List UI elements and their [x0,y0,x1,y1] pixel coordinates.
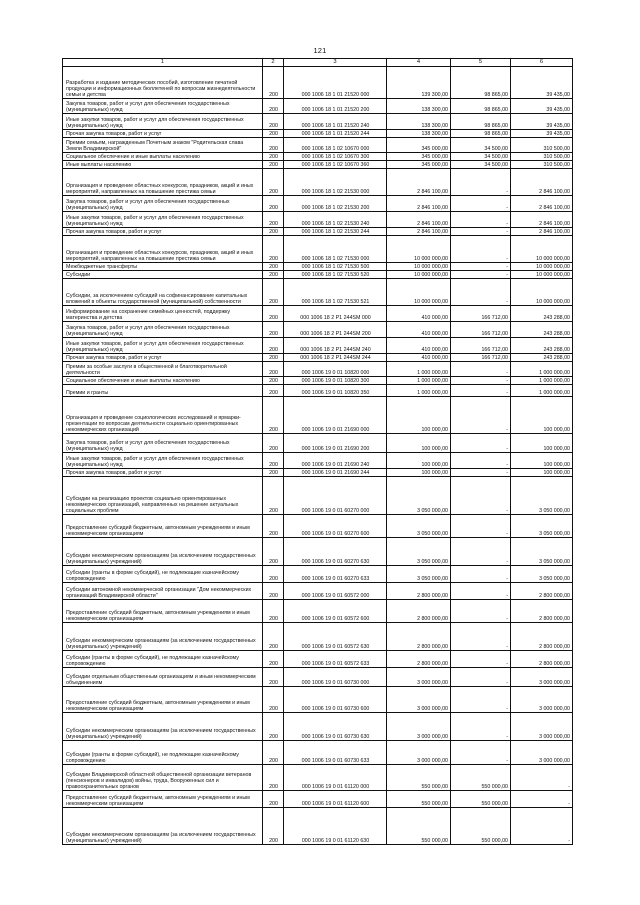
row-description: Субсидии [63,271,263,279]
row-unexecuted-amount: 1 000 000,00 [511,385,573,397]
row-approved-amount: 3 050 000,00 [387,538,451,566]
row-executed-amount: - [451,668,511,687]
row-executed-amount: - [451,566,511,583]
row-budget-classification-code: 000 1006 19 0 01 21690 000 [284,397,387,434]
row-description: Субсидии (гранты в форме субсидий), не подлежащие казначейскому сопровождению [63,651,263,668]
table-row [63,434,573,453]
row-approved-amount: 1 000 000,00 [387,377,451,385]
row-executed-amount: 34 500,00 [451,161,511,169]
row-approved-amount: 139 300,00 [387,67,451,99]
row-unexecuted-amount: 2 846 100,00 [511,196,573,212]
row-description: Прочая закупка товаров, работ и услуг [63,354,263,362]
row-line-code: 200 [263,741,284,765]
row-unexecuted-amount: 3 050 000,00 [511,477,573,515]
row-description: Премии за особые заслуги в общественной и благотворительной деятельности [63,362,263,377]
row-executed-amount: - [451,397,511,434]
row-budget-classification-code: 000 1006 18 1 02 71530 500 [284,263,387,271]
table-row [63,67,573,99]
row-line-code: 200 [263,515,284,538]
row-budget-classification-code: 000 1006 19 0 01 10820 000 [284,362,387,377]
row-line-code: 200 [263,228,284,236]
row-line-code: 200 [263,362,284,377]
table-row [63,130,573,138]
row-unexecuted-amount: - [511,765,573,791]
row-executed-amount: - [451,236,511,263]
row-line-code: 200 [263,279,284,306]
row-line-code: 200 [263,651,284,668]
table-row [63,236,573,263]
row-executed-amount: - [451,279,511,306]
row-description: Прочая закупка товаров, работ и услуг [63,130,263,138]
table-row [63,271,573,279]
row-unexecuted-amount: 3 000 000,00 [511,741,573,765]
row-description: Закупка товаров, работ и услуг для обеспечения государственных (муниципальных) нужд [63,196,263,212]
row-approved-amount: 3 000 000,00 [387,668,451,687]
row-unexecuted-amount: - [511,808,573,845]
table-row [63,322,573,338]
row-approved-amount: 138 300,00 [387,114,451,130]
row-budget-classification-code: 000 1006 19 0 01 21690 244 [284,469,387,477]
row-line-code: 200 [263,469,284,477]
row-budget-classification-code: 000 1006 19 0 01 10820 350 [284,385,387,397]
row-approved-amount: 410 000,00 [387,354,451,362]
row-executed-amount: - [451,377,511,385]
row-approved-amount: 1 000 000,00 [387,362,451,377]
row-budget-classification-code: 000 1006 19 0 01 61120 600 [284,791,387,808]
row-description: Разработка и издание методических пособий, изготовление печатной продукции и информационных бюллетеней по вопросам жизнедеятельности семьи и детства [63,67,263,99]
row-executed-amount: - [451,362,511,377]
row-budget-classification-code: 000 1006 19 0 01 60270 630 [284,538,387,566]
row-budget-classification-code: 000 1006 18 1 02 10670 300 [284,153,387,161]
row-executed-amount: - [451,453,511,469]
row-description: Премии семьям, награжденным Почетным знаком "Родительская слава Земли Владимирской" [63,138,263,153]
table-row [63,515,573,538]
row-budget-classification-code: 000 1006 18 1 01 21520 244 [284,130,387,138]
row-description: Предоставление субсидий бюджетным, автономным учреждениям и иным некоммерческим организациям [63,600,263,623]
row-executed-amount: - [451,515,511,538]
row-executed-amount: - [451,271,511,279]
row-description: Субсидии некоммерческим организациям (за исключением государственных (муниципальных) учреждений) [63,713,263,741]
row-approved-amount: 100 000,00 [387,397,451,434]
row-line-code: 200 [263,338,284,354]
row-approved-amount: 550 000,00 [387,765,451,791]
table-row [63,713,573,741]
row-description: Субсидии (гранты в форме субсидий), не подлежащие казначейскому сопровождению [63,741,263,765]
row-approved-amount: 138 300,00 [387,130,451,138]
row-approved-amount: 2 846 100,00 [387,169,451,196]
row-line-code: 200 [263,765,284,791]
table-row [63,397,573,434]
row-unexecuted-amount: 2 800 000,00 [511,583,573,600]
row-budget-classification-code: 000 1006 18 1 01 21520 000 [284,67,387,99]
row-budget-classification-code: 000 1006 19 0 01 60572 600 [284,600,387,623]
row-description: Субсидии (гранты в форме субсидий), не подлежащие казначейскому сопровождению [63,566,263,583]
row-budget-classification-code: 000 1006 18 1 02 71530 000 [284,236,387,263]
row-unexecuted-amount: 10 000 000,00 [511,279,573,306]
row-approved-amount: 3 000 000,00 [387,687,451,713]
row-description: Организация и проведение областных конкурсов, праздников, акций и иных мероприятий, направленных на повышение престижа семьи [63,236,263,263]
row-executed-amount: - [451,741,511,765]
row-approved-amount: 550 000,00 [387,791,451,808]
row-budget-classification-code: 000 1006 19 0 01 60730 600 [284,687,387,713]
row-approved-amount: 2 800 000,00 [387,583,451,600]
row-executed-amount: - [451,600,511,623]
table-row [63,477,573,515]
row-budget-classification-code: 000 1006 19 0 01 60730 633 [284,741,387,765]
row-executed-amount: - [451,212,511,228]
row-unexecuted-amount: 100 000,00 [511,434,573,453]
row-line-code: 200 [263,377,284,385]
row-budget-classification-code: 000 1006 19 0 01 60730 630 [284,713,387,741]
row-executed-amount: - [451,385,511,397]
row-budget-classification-code: 000 1006 18 1 02 21530 000 [284,169,387,196]
row-executed-amount: - [451,651,511,668]
budget-execution-table [62,58,573,845]
row-budget-classification-code: 000 1006 19 0 01 60270 000 [284,477,387,515]
row-line-code: 200 [263,236,284,263]
row-approved-amount: 100 000,00 [387,434,451,453]
row-description: Закупка товаров, работ и услуг для обеспечения государственных (муниципальных) нужд [63,99,263,114]
row-executed-amount: 34 500,00 [451,138,511,153]
col-header-2: 2 [263,59,284,67]
table-row [63,354,573,362]
row-executed-amount: - [451,228,511,236]
row-approved-amount: 3 050 000,00 [387,515,451,538]
row-executed-amount: 166 712,00 [451,306,511,322]
row-description: Информирование на сохранение семейных ценностей, поддержку материнства и детства [63,306,263,322]
row-description: Премии и гранты [63,385,263,397]
row-description: Субсидии отдельным общественным организациям и иным некоммерческим объединениям [63,668,263,687]
row-budget-classification-code: 000 1006 18 2 P1 244SM 240 [284,338,387,354]
row-unexecuted-amount: 3 050 000,00 [511,566,573,583]
table-body [63,67,573,845]
row-budget-classification-code: 000 1006 18 2 P1 244SM 000 [284,306,387,322]
row-unexecuted-amount: 39 435,00 [511,130,573,138]
row-approved-amount: 2 846 100,00 [387,212,451,228]
row-line-code: 200 [263,434,284,453]
row-budget-classification-code: 000 1006 19 0 01 60730 000 [284,668,387,687]
table-row [63,138,573,153]
row-unexecuted-amount: 310 500,00 [511,161,573,169]
row-unexecuted-amount: 2 846 100,00 [511,212,573,228]
row-unexecuted-amount: 310 500,00 [511,153,573,161]
table-row [63,161,573,169]
row-line-code: 200 [263,212,284,228]
row-description: Субсидии Владимирской областной общественной организации ветеранов (пенсионеров и инвалидов) войны, труда, Вооруженных сил и правоохранительных органов [63,765,263,791]
row-description: Субсидии автономной некоммерческой организации "Дом некоммерческих организаций Владимирской области" [63,583,263,600]
row-approved-amount: 3 050 000,00 [387,477,451,515]
row-executed-amount: - [451,583,511,600]
row-unexecuted-amount: 39 435,00 [511,114,573,130]
row-approved-amount: 345 000,00 [387,161,451,169]
row-description: Организация и проведение социологических исследований и ярмарки-презентации по вопросам деятельности социально ориентированных некоммерческих организаций [63,397,263,434]
row-approved-amount: 2 846 100,00 [387,196,451,212]
row-budget-classification-code: 000 1006 18 1 02 71530 521 [284,279,387,306]
row-approved-amount: 100 000,00 [387,453,451,469]
row-line-code: 200 [263,713,284,741]
row-line-code: 200 [263,538,284,566]
row-line-code: 200 [263,477,284,515]
col-header-4: 4 [387,59,451,67]
row-line-code: 200 [263,271,284,279]
row-approved-amount: 138 300,00 [387,99,451,114]
table-row [63,741,573,765]
row-line-code: 200 [263,668,284,687]
table-row [63,338,573,354]
row-line-code: 200 [263,153,284,161]
row-unexecuted-amount: 243 288,00 [511,322,573,338]
row-unexecuted-amount: 2 800 000,00 [511,623,573,651]
row-executed-amount: 550 000,00 [451,791,511,808]
row-unexecuted-amount: 243 288,00 [511,354,573,362]
row-budget-classification-code: 000 1006 18 1 02 21530 200 [284,196,387,212]
table-row [63,600,573,623]
row-unexecuted-amount: 243 288,00 [511,338,573,354]
table-row [63,279,573,306]
row-budget-classification-code: 000 1006 18 2 P1 244SM 200 [284,322,387,338]
table-row [63,651,573,668]
row-budget-classification-code: 000 1006 19 0 01 60572 630 [284,623,387,651]
row-unexecuted-amount: 10 000 000,00 [511,271,573,279]
row-unexecuted-amount: 3 000 000,00 [511,668,573,687]
row-unexecuted-amount: 10 000 000,00 [511,236,573,263]
row-line-code: 200 [263,322,284,338]
row-budget-classification-code: 000 1006 19 0 01 21690 240 [284,453,387,469]
table-row [63,306,573,322]
row-approved-amount: 410 000,00 [387,322,451,338]
row-approved-amount: 410 000,00 [387,338,451,354]
row-executed-amount: - [451,196,511,212]
row-approved-amount: 345 000,00 [387,153,451,161]
table-row [63,469,573,477]
row-unexecuted-amount: 1 000 000,00 [511,377,573,385]
table-row [63,453,573,469]
col-header-3: 3 [284,59,387,67]
row-executed-amount: 98 865,00 [451,130,511,138]
table-row [63,153,573,161]
row-description: Иные выплаты населению [63,161,263,169]
table-row [63,385,573,397]
row-approved-amount: 2 846 100,00 [387,228,451,236]
row-budget-classification-code: 000 1006 19 0 01 21690 200 [284,434,387,453]
row-approved-amount: 345 000,00 [387,138,451,153]
table-row [63,377,573,385]
row-unexecuted-amount: 3 000 000,00 [511,687,573,713]
col-header-5: 5 [451,59,511,67]
row-unexecuted-amount: 39 435,00 [511,99,573,114]
row-executed-amount: - [451,538,511,566]
row-approved-amount: 1 000 000,00 [387,385,451,397]
row-unexecuted-amount: 2 800 000,00 [511,600,573,623]
row-executed-amount: 166 712,00 [451,322,511,338]
table-row [63,623,573,651]
row-unexecuted-amount: 2 800 000,00 [511,651,573,668]
row-description: Иные закупки товаров, работ и услуг для обеспечения государственных (муниципальных) нужд [63,338,263,354]
row-line-code: 200 [263,566,284,583]
row-approved-amount: 10 000 000,00 [387,279,451,306]
row-description: Субсидии некоммерческим организациям (за исключением государственных (муниципальных) учреждений) [63,538,263,566]
col-header-6: 6 [511,59,573,67]
row-executed-amount: - [451,469,511,477]
row-budget-classification-code: 000 1006 19 0 01 60572 633 [284,651,387,668]
row-approved-amount: 550 000,00 [387,808,451,845]
row-budget-classification-code: 000 1006 18 1 02 71530 520 [284,271,387,279]
row-line-code: 200 [263,138,284,153]
row-executed-amount: - [451,623,511,651]
row-budget-classification-code: 000 1006 19 0 01 60270 600 [284,515,387,538]
row-executed-amount: - [451,434,511,453]
row-description: Организация и проведение областных конкурсов, праздников, акций и иных мероприятий, направленных на повышение престижа семьи [63,169,263,196]
row-line-code: 200 [263,306,284,322]
row-line-code: 200 [263,583,284,600]
row-unexecuted-amount: 2 846 100,00 [511,228,573,236]
row-line-code: 200 [263,130,284,138]
row-description: Социальное обеспечение и иные выплаты населению [63,377,263,385]
row-unexecuted-amount: 243 288,00 [511,306,573,322]
table-header [63,59,573,67]
table-row [63,583,573,600]
row-description: Предоставление субсидий бюджетным, автономным учреждениям и иным некоммерческим организациям [63,687,263,713]
row-budget-classification-code: 000 1006 19 0 01 60572 000 [284,583,387,600]
row-description: Прочая закупка товаров, работ и услуг [63,469,263,477]
row-executed-amount: - [451,477,511,515]
row-unexecuted-amount: 100 000,00 [511,469,573,477]
row-description: Предоставление субсидий бюджетным, автономным учреждениям и иным некоммерческим организациям [63,515,263,538]
row-unexecuted-amount: - [511,791,573,808]
page-number: 121 [313,46,327,55]
col-header-1: 1 [63,59,263,67]
row-approved-amount: 100 000,00 [387,469,451,477]
row-executed-amount: - [451,169,511,196]
row-unexecuted-amount: 2 846 100,00 [511,169,573,196]
row-description: Субсидии, за исключением субсидий на софинансирование капитальных вложений в объекты государственной (муниципальной) собственности [63,279,263,306]
row-approved-amount: 2 800 000,00 [387,651,451,668]
row-unexecuted-amount: 3 050 000,00 [511,515,573,538]
row-approved-amount: 10 000 000,00 [387,263,451,271]
row-description: Закупка товаров, работ и услуг для обеспечения государственных (муниципальных) нужд [63,322,263,338]
row-budget-classification-code: 000 1006 19 0 01 61120 630 [284,808,387,845]
row-unexecuted-amount: 39 435,00 [511,67,573,99]
table-row [63,668,573,687]
row-line-code: 200 [263,453,284,469]
table-row [63,362,573,377]
row-unexecuted-amount: 100 000,00 [511,453,573,469]
row-line-code: 200 [263,354,284,362]
table-row [63,169,573,196]
row-budget-classification-code: 000 1006 18 1 02 10670 360 [284,161,387,169]
table-row [63,687,573,713]
row-line-code: 200 [263,623,284,651]
row-line-code: 200 [263,397,284,434]
row-approved-amount: 10 000 000,00 [387,236,451,263]
row-line-code: 200 [263,99,284,114]
row-budget-classification-code: 000 1006 19 0 01 10820 300 [284,377,387,385]
row-approved-amount: 3 000 000,00 [387,713,451,741]
row-description: Субсидии некоммерческим организациям (за исключением государственных (муниципальных) учреждений) [63,808,263,845]
row-budget-classification-code: 000 1006 18 1 02 10670 000 [284,138,387,153]
row-description: Иные закупки товаров, работ и услуг для обеспечения государственных (муниципальных) нужд [63,114,263,130]
row-budget-classification-code: 000 1006 18 1 02 21530 244 [284,228,387,236]
row-approved-amount: 410 000,00 [387,306,451,322]
row-description: Закупка товаров, работ и услуг для обеспечения государственных (муниципальных) нужд [63,434,263,453]
row-executed-amount: 166 712,00 [451,354,511,362]
table-row [63,538,573,566]
row-budget-classification-code: 000 1006 19 0 01 60270 633 [284,566,387,583]
table-row [63,228,573,236]
row-executed-amount: 98 865,00 [451,99,511,114]
row-line-code: 200 [263,67,284,99]
row-description: Прочая закупка товаров, работ и услуг [63,228,263,236]
row-description: Предоставление субсидий бюджетным, автономным учреждениям и иным некоммерческим организациям [63,791,263,808]
row-line-code: 200 [263,600,284,623]
row-approved-amount: 2 800 000,00 [387,623,451,651]
row-unexecuted-amount: 100 000,00 [511,397,573,434]
header-row [63,59,573,67]
row-executed-amount: - [451,713,511,741]
row-budget-classification-code: 000 1006 18 1 01 21520 200 [284,99,387,114]
row-executed-amount: - [451,687,511,713]
row-unexecuted-amount: 10 000 000,00 [511,263,573,271]
row-approved-amount: 3 000 000,00 [387,741,451,765]
row-unexecuted-amount: 3 050 000,00 [511,538,573,566]
row-line-code: 200 [263,161,284,169]
row-budget-classification-code: 000 1006 19 0 01 61120 000 [284,765,387,791]
row-budget-classification-code: 000 1006 18 1 01 21520 240 [284,114,387,130]
row-line-code: 200 [263,791,284,808]
row-executed-amount: 34 500,00 [451,153,511,161]
row-description: Субсидии некоммерческим организациям (за исключением государственных (муниципальных) учреждений) [63,623,263,651]
row-approved-amount: 2 800 000,00 [387,600,451,623]
table-row [63,114,573,130]
row-line-code: 200 [263,114,284,130]
row-unexecuted-amount: 310 500,00 [511,138,573,153]
row-unexecuted-amount: 1 000 000,00 [511,362,573,377]
row-executed-amount: 98 865,00 [451,67,511,99]
row-unexecuted-amount: 3 000 000,00 [511,713,573,741]
row-line-code: 200 [263,687,284,713]
row-executed-amount: 166 712,00 [451,338,511,354]
row-approved-amount: 3 050 000,00 [387,566,451,583]
row-line-code: 200 [263,263,284,271]
table-row [63,566,573,583]
row-line-code: 200 [263,385,284,397]
row-executed-amount: 550 000,00 [451,808,511,845]
table-row [63,808,573,845]
row-budget-classification-code: 000 1006 18 2 P1 244SM 244 [284,354,387,362]
row-line-code: 200 [263,196,284,212]
table-row [63,212,573,228]
row-approved-amount: 10 000 000,00 [387,271,451,279]
row-line-code: 200 [263,808,284,845]
row-executed-amount: 98 865,00 [451,114,511,130]
row-description: Иные закупки товаров, работ и услуг для обеспечения государственных (муниципальных) нужд [63,453,263,469]
row-budget-classification-code: 000 1006 18 1 02 21530 240 [284,212,387,228]
table-row [63,263,573,271]
table-row [63,196,573,212]
row-description: Иные закупки товаров, работ и услуг для обеспечения государственных (муниципальных) нужд [63,212,263,228]
table-row [63,765,573,791]
row-description: Социальное обеспечение и иные выплаты населению [63,153,263,161]
row-description: Субсидии на реализацию проектов социально ориентированных некоммерческих организаций, направленных на решение актуальных социальных проблем [63,477,263,515]
row-description: Межбюджетные трансферты [63,263,263,271]
table-row [63,791,573,808]
row-line-code: 200 [263,169,284,196]
row-executed-amount: - [451,263,511,271]
row-executed-amount: 550 000,00 [451,765,511,791]
table-row [63,99,573,114]
